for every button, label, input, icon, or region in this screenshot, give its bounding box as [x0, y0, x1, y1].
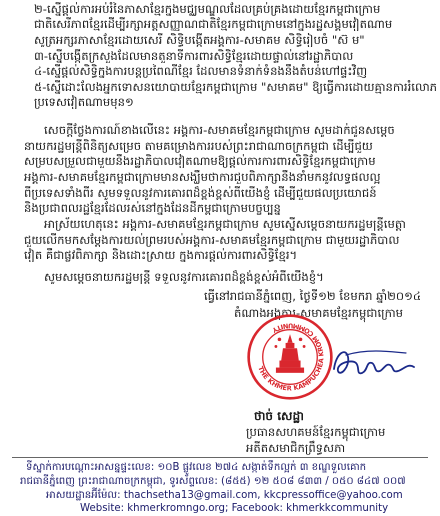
list-line-7: ប្រទេសវៀតណាមមុន១: [34, 95, 134, 109]
paragraph2-line-3: វៀត គឺជាផ្លូវពិភាក្សា និងដោះស្រាយ ក្នុងការផ្តល់ការពារសិទ្ធិខ្មែរ។: [24, 248, 298, 262]
list-line-5: ៤-ស្នើផ្តល់សិទ្ធិក្នុងការបន្តប្រពៃណីខ្មែរ ដែលមានទំនាក់ទំនងនឹងតំបន់ហៅផ្ទះវិញ: [34, 64, 368, 78]
footer-website[interactable]: Website: khmerkromngo.org; Facebook: khmerkkcommunity: [80, 503, 389, 514]
paragraph2-line-2: ជួយលើកមកសម្តែងការយល់ព្រមរបស់អង្គការ-សមាគមខ្មែរកម្ពុជាក្រោម ជាមួយរដ្ឋាភិបាល: [24, 233, 400, 247]
seal-text: THE KHMER KAMPUCHEA KROM COMMUNITY: [256, 321, 326, 393]
list-line-4: ៣-ស្នើបង្កើតក្រសួងដែលមានតួនាទីការពារសិទ្ធិខ្មែរដោយផ្ទាល់នៅរដ្ឋាភិបាល: [34, 49, 354, 63]
list-line-2: ជាតិសេរីភាពខ្មែរដើម្បីរក្សាអត្តសញ្ញាណជាតិខ្មែរកម្ពុជាក្រោមនៅក្នុងរដ្ឋសង្គមវៀតណាម: [34, 17, 393, 31]
paragraph2-line-1: អាស្រ័យហេតុនេះ អង្គការ-សមាគមខ្មែរកម្ពុជាក្រោម សូមស្នើសម្តេចនាយករដ្ឋមន្ត្រីមេត្តា: [44, 217, 406, 231]
organization-seal: [246, 313, 334, 401]
footer-address-1: ទីស្នាក់ការបណ្តោះអាសន្នផ្ទះលេខ: ១០B ផ្លូវលេខ ២៧៤ សង្កាត់ទឹកល្អក់ ៣ ខណ្ឌទួលគោក: [26, 462, 367, 473]
signatory-title-1: ប្រធានសហគមន៍ខ្មែរកម្ពុជាក្រោម: [246, 425, 386, 439]
paragraph1-line-4: អង្គការ-សមាគមខ្មែរកម្ពុជាក្រោមមានសង្ឃឹមថាការជួបពិភាក្សានឹងនាំមកនូវលទ្ធផលល្អ: [24, 170, 381, 184]
footer-email-label: អាសយដ្ឋានអ៊ីម៉ែល:: [46, 490, 121, 501]
handwritten-signature: [326, 333, 422, 391]
list-line-6: ៥-ស្នើដោះលែងអ្នកទោសនយោបាយខ្មែរកម្ពុជាក្រោម "សមាគម" ឱ្យធ្វើការដោយគ្មានការរំលោភ: [34, 80, 438, 94]
list-line-1: ២-ស្នើផ្តល់ការអប់រំនៃភាសាខ្មែរក្នុងមជ្ឈមណ្ឌលដែលគ្រប់គ្រងដោយខ្មែរកម្ពុជាក្រោម: [34, 2, 381, 16]
list-line-3: សូត្រអក្សរភាសាខ្មែរដោយសេរី សិទ្ធិបង្កើតអង្គការ-សមាគម សិទ្ធិរៀបចំ "ស៊ ម": [34, 33, 365, 47]
paragraph1-line-5: ពីប្រទេសទាំងពីរ សូមទទួលនូវការគោរពដ៏ខ្ពង់ខ្ពស់ពីយើងខ្ញុំ ដើម្បីជួយផលប្រយោជន៍: [24, 186, 377, 200]
footer-email[interactable]: thachsetha13@gmail.com, kkcpressoffice@yahoo.com: [123, 490, 403, 501]
signatory-title-2: អតីតសមាជិកព្រឹទ្ធសភា: [246, 441, 346, 455]
signatory-name: ថាច់ សេដ្ឋា: [254, 409, 304, 423]
paragraph1-line-2: នាយករដ្ឋមន្ត្រីពិនិត្យសម្រេច តាមគម្រោងការរបស់ព្រះរាជាណាចក្រកម្ពុជា ដើម្បីជួយ: [24, 139, 373, 153]
representative-line: តំណាងអង្គការ-សមាគមខ្មែរកម្ពុជាក្រោម: [234, 306, 403, 320]
paragraph1-line-1: សេចក្តីថ្លែងការណ៍ខាងលើនេះ អង្គការ-សមាគមខ្មែរកម្ពុជាក្រោម សូមដាក់ជូនសម្តេច: [44, 123, 395, 137]
paragraph1-line-6: និងប្រជាពលរដ្ឋខ្មែរដែលរស់នៅក្នុងដែនដីកម្ពុជាក្រោមបច្ចុប្បន្ន: [24, 201, 281, 215]
temple-icon: [275, 334, 306, 373]
footer-email-line: [46, 490, 403, 502]
paragraph1-line-3: សម្របសម្រួលជាមួយនឹងរដ្ឋាភិបាលវៀតណាមឱ្យផ្តល់ការការពារសិទ្ធិខ្មែរកម្ពុជាក្រោម: [24, 154, 376, 168]
date-line: ធ្វើនៅរាជធានីភ្នំពេញ, ថ្ងៃទី១២ ខែមករា ឆ្នាំ២០១៤: [204, 289, 422, 303]
closing-line: សូមសម្តេចនាយករដ្ឋមន្ត្រី ទទួលនូវការគោរពដ៏ខ្ពង់ខ្ពស់អំពីយើងខ្ញុំ។: [44, 270, 324, 284]
footer-divider: [12, 457, 428, 458]
footer-address-2: រាជធានីភ្នំពេញ ព្រះរាជាណាចក្រកម្ពុជា, ទូរស័ព្ទលេខ: (៨៥៥) ១២ ៥០៨ ៨៣៣ / ០៥០ ៨៤៧ ០០៧: [20, 476, 406, 487]
